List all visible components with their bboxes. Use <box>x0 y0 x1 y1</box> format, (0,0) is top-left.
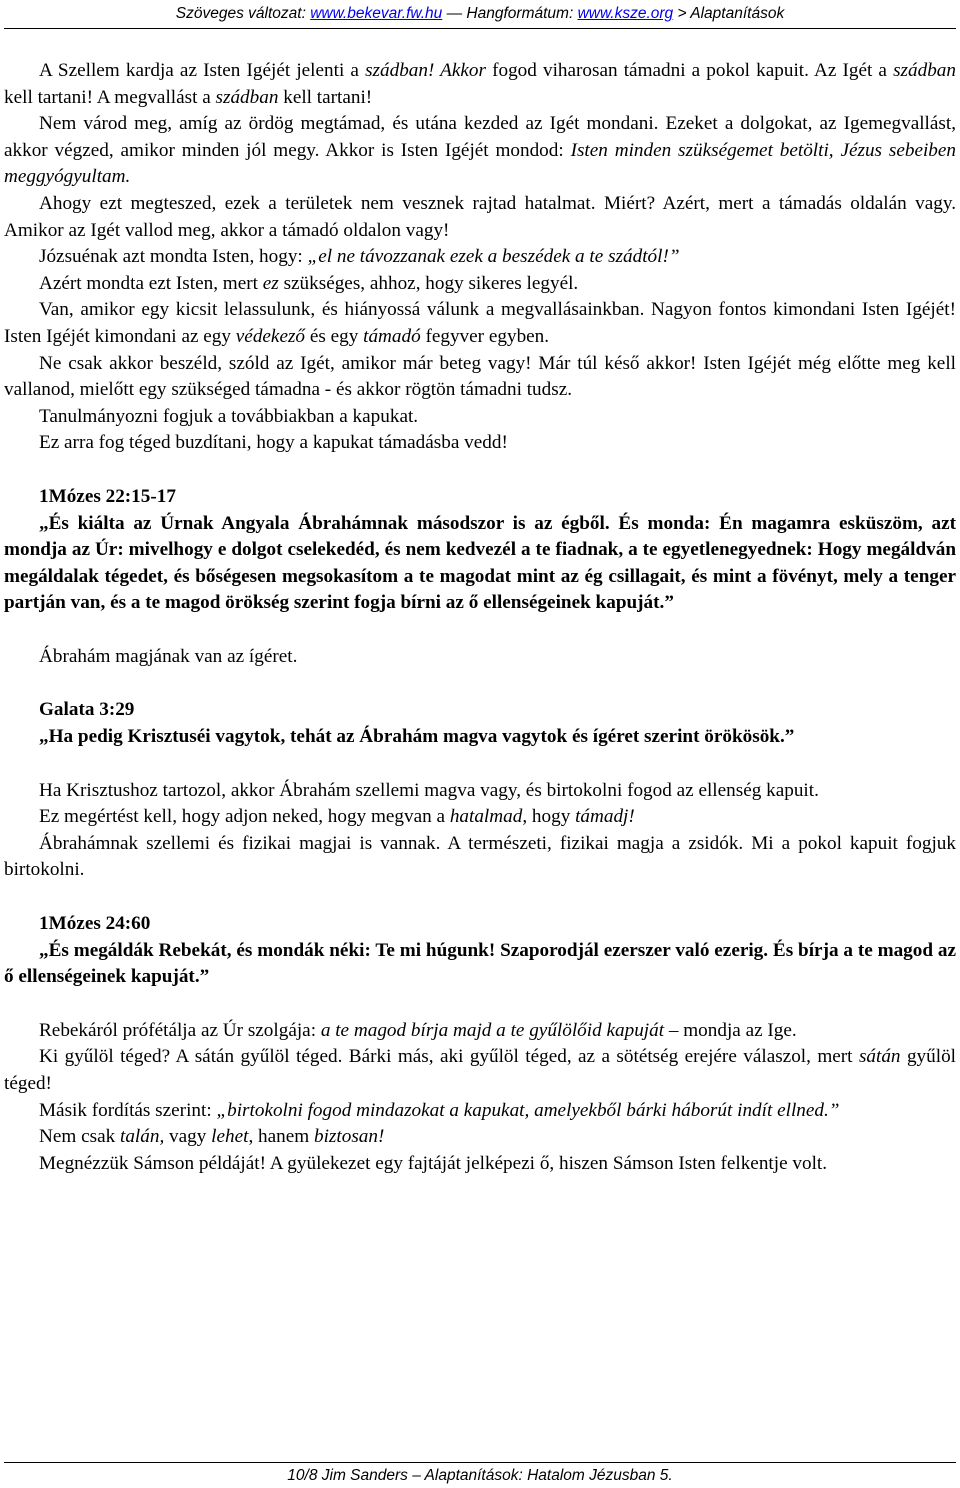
scripture-quote: „És kiálta az Úrnak Angyala Ábrahámnak másodszor is az égből. És monda: Én magamra esküszöm, azt mondja az Úr: mivelhogy e dolgot cselekedéd, és nem kedvezél a te fiadnak, a te egyetlenegyednek: Hogy megáldván megáldalak tégedet, és bőségesen megsokasítom a te magodat mint az ég csillagait, és mint a fövényt, mely a tenger partján van, és a te magod örökség szerint fogja bírni az ő ellenségeinek kapuját.” <box>4 512 956 614</box>
spacer <box>4 457 956 484</box>
paragraph: Ez arra fog téged buzdítani, hogy a kapukat támadásba vedd! <box>39 432 508 454</box>
spacer <box>4 751 956 778</box>
paragraph: Ne csak akkor beszéld, szóld az Igét, amikor már beteg vagy! Már túl késő akkor! Isten Igéjét még előtte meg kell vallanod, mielőtt egy szükséged támadna - és akkor rögtön támadni tudsz. <box>4 352 956 401</box>
paragraph: Azért mondta ezt Isten, mert ez szükséges, ahhoz, hogy sikeres legyél. <box>39 272 579 294</box>
paragraph: Nem csak talán, vagy lehet, hanem biztosan! <box>39 1126 385 1148</box>
scripture-reference: Galata 3:29 <box>39 699 135 721</box>
paragraph: Ábrahámnak szellemi és fizikai magjai is vannak. A természeti, fizikai magja a zsidók. Mi a pokol kapuit fogjuk birtokolni. <box>4 832 956 881</box>
footer-divider <box>4 1462 956 1463</box>
bekevar-link[interactable]: www.bekevar.fw.hu <box>310 5 443 22</box>
header-middle: — Hangformátum: <box>442 5 578 22</box>
paragraph: Ábrahám magjának van az ígéret. <box>39 645 298 667</box>
scripture-quote: „Ha pedig Krisztuséi vagytok, tehát az Ábrahám magva vagytok és ígéret szerint örökösök.” <box>39 726 795 748</box>
paragraph: Van, amikor egy kicsit lelassulunk, és hiányossá válunk a megvallásainkban. Nagyon fontos kimondani Isten Igéjét! Isten Igéjét kimondani az egy védekező és egy támadó fegyver egyben. <box>4 299 956 347</box>
header-suffix: > Alaptanítások <box>673 5 785 22</box>
scripture-quote: „És megáldák Rebekát, és mondák néki: Te mi húgunk! Szaporodjál ezerszer való ezerig. És bírja a te magod az ő ellenségeinek kapuját.” <box>4 939 956 988</box>
scripture-reference: 1Mózes 22:15-17 <box>39 485 176 507</box>
paragraph: Ez megértést kell, hogy adjon neked, hogy megvan a hatalmad, hogy támadj! <box>39 806 635 828</box>
paragraph: Másik fordítás szerint: „birtokolni fogod mindazokat a kapukat, amelyekből bárki háborút indít ellned.” <box>39 1099 840 1121</box>
paragraph: Józsuénak azt mondta Isten, hogy: „el ne távozzanak ezek a beszédek a te szádtól!” <box>39 246 680 268</box>
spacer <box>4 617 956 644</box>
paragraph: Ki gyűlöl téged? A sátán gyűlöl téged. Bárki más, aki gyűlöl téged, az a sötétség erejére válaszol, mert sátán gyűlöl téged! <box>4 1046 956 1094</box>
paragraph: Ahogy ezt megteszed, ezek a területek nem vesznek rajtad hatalmat. Miért? Azért, mert a támadás oldalán vagy. Amikor az Igét vallod meg, akkor a támadó oldalon vagy! <box>4 192 956 241</box>
spacer <box>4 884 956 911</box>
spacer <box>4 670 956 697</box>
header-divider <box>4 28 956 29</box>
paragraph: A Szellem kardja az Isten Igéjét jelenti a szádban! Akkor fogod viharosan támadni a pokol kapuit. Az Igét a szádban kell tartani! A megvallást a szádban kell tartani! <box>4 60 956 108</box>
paragraph: Ha Krisztushoz tartozol, akkor Ábrahám szellemi magva vagy, és birtokolni fogod az ellenség kapuit. <box>39 779 819 801</box>
paragraph: Rebekáról prófétálja az Úr szolgája: a te magod bírja majd a te gyűlölőid kapuját – mondja az Ige. <box>39 1019 797 1041</box>
page-header <box>0 4 960 24</box>
page-footer: 10/8 Jim Sanders – Alaptanítások: Hatalom Jézusban 5. <box>287 1467 673 1484</box>
paragraph: Tanulmányozni fogjuk a továbbiakban a kapukat. <box>39 405 419 427</box>
paragraph: Nem várod meg, amíg az ördög megtámad, és utána kezded az Igét mondani. Ezeket a dolgokat, az Igemegvallást, akkor végzed, amikor minden jól megy. Akkor is Isten Igéjét mondod: Isten minden szükségemet betölti, Jézus sebeiben meggyógyultam. <box>4 113 956 188</box>
document-body <box>4 58 956 1177</box>
ksze-link[interactable]: www.ksze.org <box>577 5 674 22</box>
spacer <box>4 991 956 1018</box>
scripture-reference: 1Mózes 24:60 <box>39 913 151 935</box>
header-prefix: Szöveges változat: <box>175 5 311 22</box>
paragraph: Megnézzük Sámson példáját! A gyülekezet egy fajtáját jelképezi ő, hiszen Sámson Isten felkentje volt. <box>39 1152 828 1174</box>
